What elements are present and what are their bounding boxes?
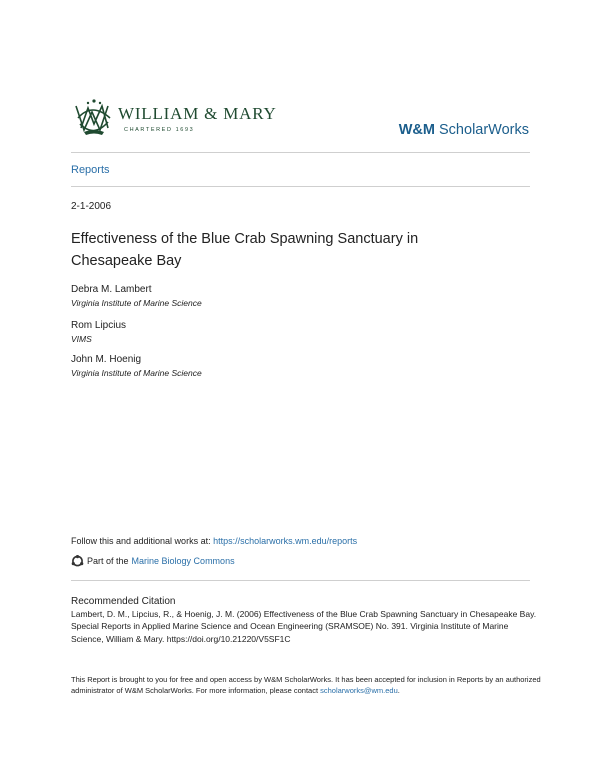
scholarworks-prefix: W&M	[398, 122, 435, 138]
scholarworks-suffix: ScholarWorks	[439, 122, 529, 138]
logo-chartered: CHARTERED 1693	[124, 127, 195, 133]
breadcrumb-reports[interactable]: Reports	[71, 164, 110, 176]
document-date: 2-1-2006	[71, 201, 112, 212]
logo-wordmark: WILLIAM & MARY	[118, 104, 277, 123]
author-name: John M. Hoenig	[71, 354, 142, 365]
divider-citation	[71, 580, 530, 581]
access-notice	[71, 674, 541, 696]
follow-line	[71, 536, 357, 546]
author-affiliation: VIMS	[71, 334, 92, 344]
marine-biology-commons-link[interactable]: Marine Biology Commons	[131, 556, 235, 566]
author-affiliation: Virginia Institute of Marine Science	[71, 298, 202, 308]
author-2	[71, 320, 126, 344]
follow-text: Follow this and additional works at:	[71, 536, 214, 546]
divider-breadcrumb	[71, 186, 530, 187]
author-name: Rom Lipcius	[71, 320, 127, 331]
notice-end: .	[397, 686, 400, 695]
divider-top	[71, 152, 530, 153]
contact-email-link[interactable]: scholarworks@wm.edu	[320, 686, 398, 695]
author-affiliation: Virginia Institute of Marine Science	[71, 368, 202, 378]
cypher-crest-icon	[72, 98, 116, 138]
partof-line	[71, 555, 235, 567]
document-title: Effectiveness of the Blue Crab Spawning Sanctuary in Chesapeake Bay	[71, 231, 419, 269]
wm-logo[interactable]	[72, 98, 287, 140]
notice-text: This Report is brought to you for free and open access by W&M ScholarWorks. It has been accepted for inclusion in Reports by an authorized administrator of W&M ScholarWorks. For more information, please contact	[71, 675, 541, 695]
reports-url-link[interactable]: https://scholarworks.wm.edu/reports	[213, 536, 358, 546]
network-icon	[71, 555, 84, 567]
author-3	[71, 354, 202, 378]
scholarworks-brand[interactable]	[399, 122, 529, 138]
author-1	[71, 284, 202, 308]
partof-prefix: Part of the	[87, 556, 129, 566]
citation-heading: Recommended Citation	[71, 596, 176, 607]
citation-text: Lambert, D. M., Lipcius, R., & Hoenig, J. M. (2006) Effectiveness of the Blue Crab Spawning Sanctuary in Chesapeake Bay. Special Reports in Applied Marine Science and Ocean Engineering (SRAMSOE) No. 391. Virginia Institute of Marine Science, William & Mary. https://doi.org/10.21220/V5SF1C	[71, 609, 537, 644]
author-name: Debra M. Lambert	[71, 284, 152, 295]
